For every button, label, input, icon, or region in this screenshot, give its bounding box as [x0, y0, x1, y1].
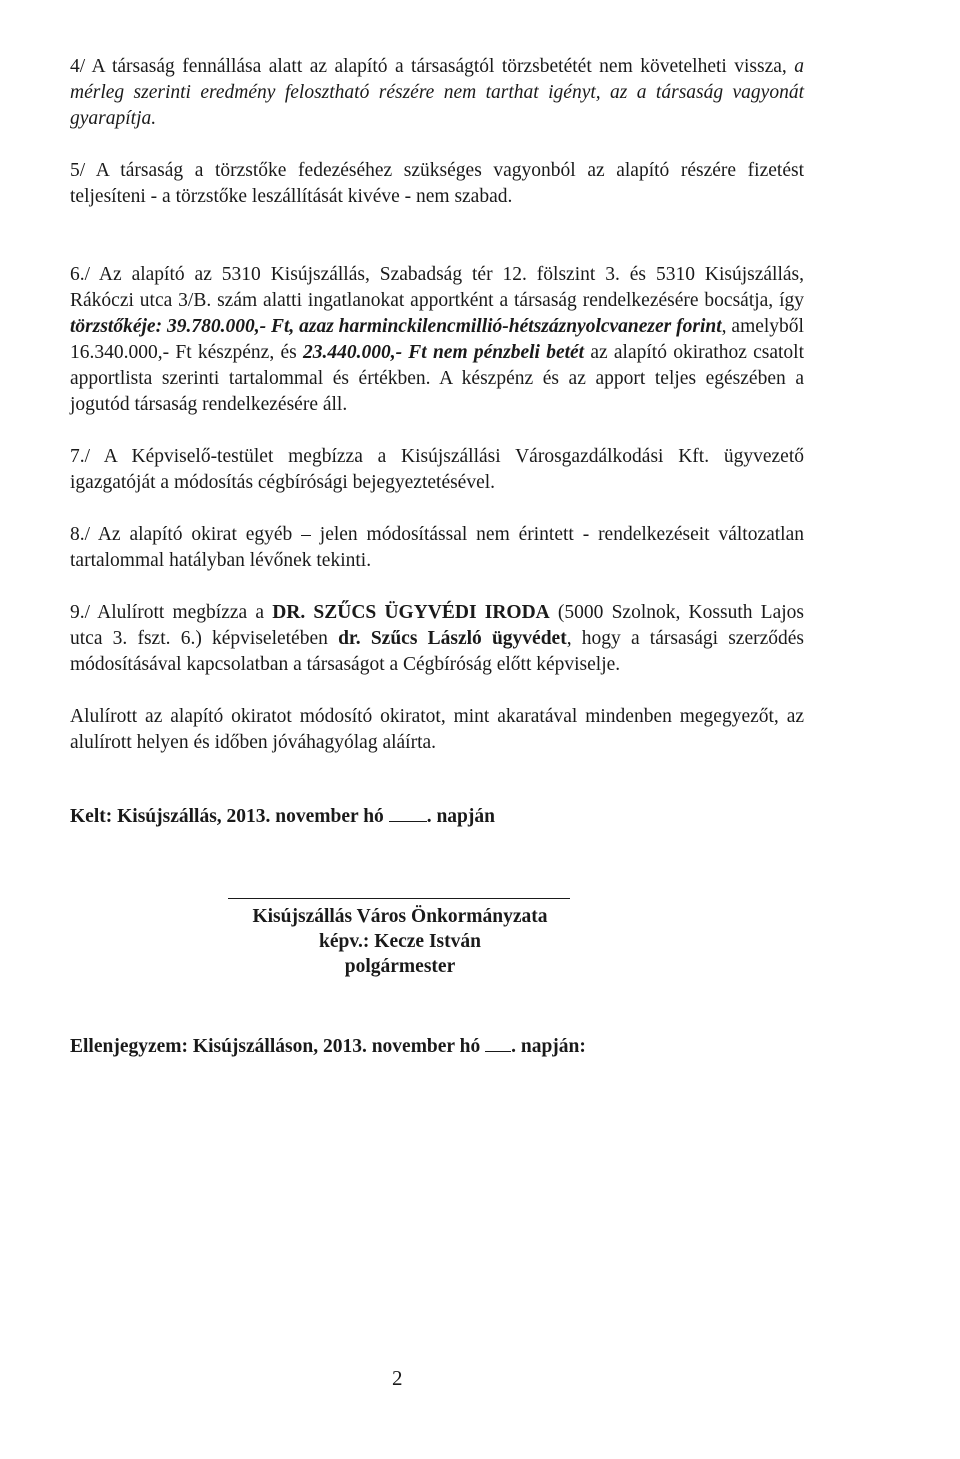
paragraph-6-text-e: az alapító okirathoz csatolt apportlista szerinti tartalommal és értékben. A készpénz és az apport teljes egészében a jogutód társaság rendelkezésére áll.	[70, 342, 804, 415]
paragraph-4	[70, 54, 804, 132]
paragraph-9-text-a: 9./ Alulírott megbízza a	[70, 602, 273, 623]
signature-representative: képv.: Kecze István	[319, 931, 481, 952]
paragraph-10: Alulírott az alapító okiratot módosító okiratot, mint akaratával mindenben megegyezőt, az alulírott helyen és időben jóváhagyólag aláírta.	[70, 706, 804, 753]
paragraph-6-text-c: , amelyből 16.340.000,- Ft készpénz, és	[70, 316, 804, 363]
paragraph-5: 5/ A társaság a törzstőke fedezéséhez szükséges vagyonból az alapító részére fizetést teljesíteni - a törzstőke leszállítását kivéve - nem szabad.	[70, 160, 804, 207]
paragraph-9	[70, 600, 804, 678]
paragraph-4-text: 4/ A társaság fennállása alatt az alapító a társaságtól törzsbetétét nem követelheti vissza,	[70, 56, 795, 77]
page-number: 2	[392, 1366, 403, 1390]
ellenjegyzem-prefix: Ellenjegyzem: Kisújszálláson, 2013. november hó	[70, 1036, 481, 1057]
paragraph-9-text-e: , hogy a társasági szerződés módosításával kapcsolatban a társaságot a Cégbíróság előtt képviselje.	[70, 628, 805, 675]
paragraph-6-noncash: 23.440.000,- Ft nem pénzbeli betét	[302, 342, 585, 363]
lawyer-name: dr. Szűcs László ügyvédet	[338, 628, 567, 649]
ellenjegyzem-line	[70, 1036, 586, 1058]
paragraph-6-text-a: 6./ Az alapító az 5310 Kisújszállás, Szabadság tér 12. fölszint 3. és 5310 Kisújszállás, Rákóczi utca 3/B. szám alatti ingatlanokat apportként a társaság rendelkezésére bocsátja, így	[70, 264, 804, 311]
kelt-line	[70, 806, 495, 828]
signature-role: polgármester	[344, 956, 456, 977]
signature-org: Kisújszállás Város Önkormányzata	[252, 906, 548, 927]
ellenjegyzem-suffix: . napján:	[511, 1036, 586, 1057]
paragraph-4-italic: a mérleg szerinti eredmény felosztható részére nem tarthat igényt, az a társaság vagyonát gyarapítja.	[70, 56, 804, 129]
day-blank-line	[389, 807, 427, 822]
kelt-prefix: Kelt: Kisújszállás, 2013. november hó	[70, 806, 384, 827]
day-blank-line-2	[485, 1037, 511, 1052]
paragraph-6	[70, 262, 804, 418]
paragraph-7: 7./ A Képviselő-testület megbízza a Kisújszállási Városgazdálkodási Kft. ügyvezető igazgatóját a módosítás cégbírósági bejegyeztetésével.	[70, 446, 804, 493]
signature-block	[200, 904, 600, 979]
paragraph-9-text-c: (5000 Szolnok, Kossuth Lajos utca 3. fszt. 6.) képviseletében	[70, 602, 804, 649]
kelt-suffix: . napján	[426, 806, 495, 827]
law-office-name: DR. SZŰCS ÜGYVÉDI IRODA	[272, 602, 550, 623]
paragraph-8: 8./ Az alapító okirat egyéb – jelen módosítással nem érintett - rendelkezéseit változatlan tartalommal hatályban lévőnek tekinti.	[70, 524, 804, 571]
paragraph-6-capital: törzstőkéje: 39.780.000,- Ft, azaz harminckilencmillió-hétszáznyolcvanezer forint	[70, 316, 722, 337]
signature-line	[228, 898, 570, 899]
